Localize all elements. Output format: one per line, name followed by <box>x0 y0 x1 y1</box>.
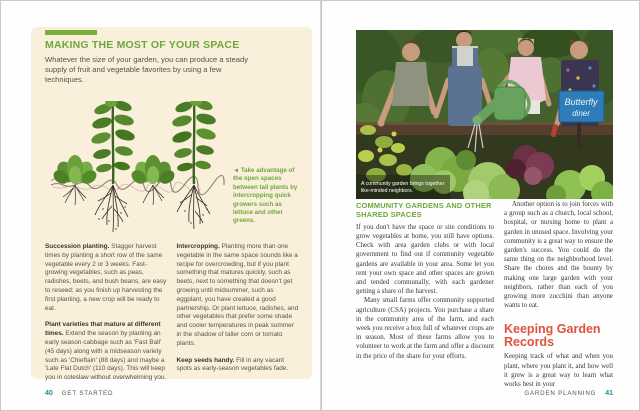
left-footer <box>45 390 113 397</box>
accent-bar <box>45 30 97 35</box>
roots <box>95 185 128 232</box>
roots <box>177 185 210 229</box>
left-page <box>1 1 321 411</box>
footer-section-label: GET STARTED <box>61 390 114 397</box>
plants-roots-illustration <box>49 101 235 239</box>
tall-plant <box>171 101 217 229</box>
paragraph-text: Fill in any vacant spots as early-season vegetables fade. <box>176 356 289 373</box>
sign-text-line1: Butterfly <box>564 97 598 107</box>
right-page <box>321 1 640 411</box>
left-column-2 <box>177 243 300 391</box>
paragraph: Keeping track of what and when you plant, where you plant it, and how well it grew is a great way to learn what works best in your <box>504 353 613 389</box>
lettuce-plant <box>51 155 99 205</box>
photo-caption: A community garden brings together like-minded neighbors. <box>361 181 445 195</box>
paragraph: Many small farms offer community supported agriculture (CSA) projects. You purchase a share in the community area of the farm, and each week you receive a box full of whatever crops are in season. Most of these farms allow you to volunteer to work at the farm and offer a discount in the price of the share for your efforts. <box>356 297 494 360</box>
paragraph-text: Planting more than one vegetable in the same space sounds like a recipe for overcrowding, but if you plant something that matures quickly, such as beets, next to something that doesn't get growing until midsummer, such as eggplant, you have created a good partnership. Or plant lettuce, radishes, and other vegetables that prefer some shade and cooler temperatures in peak summer in the shadow of taller corn or tomato plants. <box>176 243 299 347</box>
right-column-2 <box>504 200 613 389</box>
paragraph-lead: Succession planting. <box>45 243 110 250</box>
page-number: 41 <box>605 390 613 397</box>
illustration-svg <box>49 101 235 239</box>
paragraph: Another option is to join forces with a group such as a church, local school, hospital, or nursing home to plant a garden in unused space. Involving your community is a great way to ensure the garden's success. You could do the same thing on the neighborhood level. Share the chores and the bounty by making one large garden with your neighbors, rather than each of you growing more zucchini than anyone wants to eat. <box>504 201 613 310</box>
paragraph-lead: Keep seeds handy. <box>176 356 235 364</box>
paragraph <box>45 321 168 383</box>
lettuce-plant <box>129 155 177 205</box>
right-page-columns <box>356 200 613 389</box>
tall-plant <box>90 101 136 232</box>
section-heading: MAKING THE MOST OF YOUR SPACE <box>45 39 240 51</box>
page-number: 40 <box>45 390 53 397</box>
paragraph-lead: Plant varieties that mature at different times. <box>45 321 161 338</box>
intro-text: Whatever the size of your garden, you can produce a steady supply of fruit and vegetable favorites by using a few techniques. <box>45 55 249 84</box>
keeping-garden-records-heading: Keeping Garden Records <box>504 322 601 349</box>
paragraph-text: Extend the season by planting an early season cabbage such as 'Fast Ball' (45 days) along with a midseason variety such as 'Chieftain' (88 days) and maybe a 'Late Flat Dutch' (110 days). This will keep you in coleslaw without overwhelming you. <box>45 330 167 382</box>
paragraph-text: Stagger harvest times by planting a short row of the same vegetable every 2 or 3 weeks. Fast-growing vegetables, such as peas, radishes, beets, and bush beans, are easy to reseed; as you finish up harvesting the first planting, a new crop will be ready to eat. <box>45 243 167 312</box>
left-page-columns <box>45 243 299 391</box>
left-column-1 <box>45 243 168 391</box>
right-footer <box>524 390 613 397</box>
footer-section-label: GARDEN PLANNING <box>524 390 597 397</box>
community-garden-photo <box>356 30 613 199</box>
illustration-caption: ◄ Take advantage of the open spaces between tall plants by intercropping quick growers such as lettuce and other greens. <box>233 167 298 225</box>
paragraph <box>177 243 300 349</box>
paragraph <box>45 243 168 313</box>
right-column-1 <box>356 200 494 389</box>
paragraph <box>177 357 300 375</box>
paragraph-lead: Intercropping. <box>176 243 220 250</box>
photo-illustration-svg <box>356 30 613 199</box>
sign-text-line2: diner <box>572 109 590 118</box>
community-gardens-heading: COMMUNITY GARDENS AND OTHER SHARED SPACES <box>356 201 492 220</box>
content-panel <box>31 27 312 382</box>
paragraph: If you don't have the space or site conditions to grow vegetables at home, you still have options. Check with area garden clubs or with local government to find out if community vegetable gardens are available in your area. Some let you rent your own space and other spaces are grown and tended communally, with each gardener getting a share of the harvest. <box>356 223 494 296</box>
